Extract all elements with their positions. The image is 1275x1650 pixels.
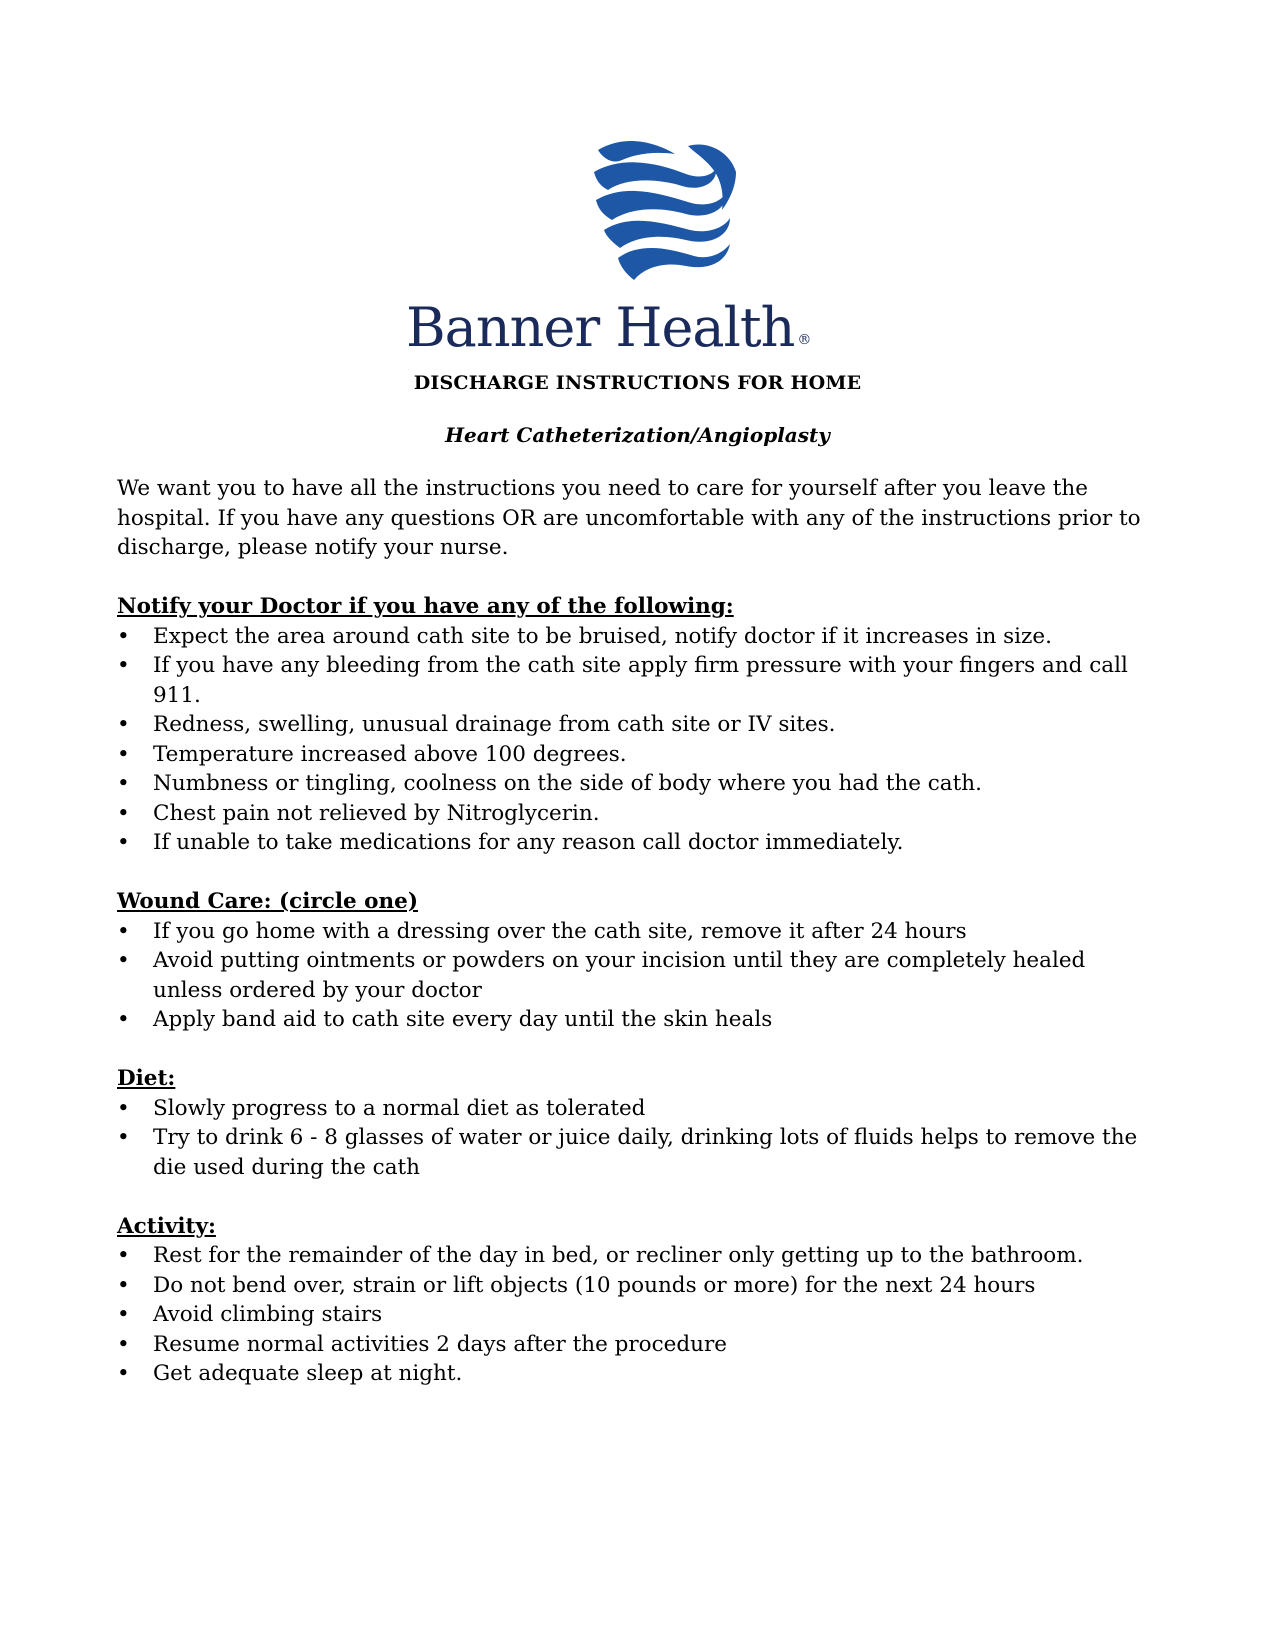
section-diet bbox=[117, 1064, 1147, 1182]
bullet-icon: • bbox=[117, 653, 130, 678]
section-activity bbox=[117, 1212, 1147, 1389]
list-item bbox=[117, 917, 1147, 947]
bullet-icon: • bbox=[117, 1272, 130, 1298]
list-item bbox=[117, 1123, 1147, 1182]
list-item-text: Avoid climbing stairs bbox=[153, 1302, 383, 1327]
bullet-icon: • bbox=[117, 830, 130, 855]
bullet-icon: • bbox=[117, 1243, 130, 1268]
list-item-text: Slowly progress to a normal diet as tolerated bbox=[153, 1095, 646, 1121]
list-item-text: If unable to take medications for any reason call doctor immediately. bbox=[153, 830, 904, 855]
section-heading: Notify your Doctor if you have any of the following: bbox=[117, 594, 734, 619]
list-item-text: Temperature increased above 100 degrees. bbox=[153, 741, 627, 767]
list-item bbox=[117, 1005, 1147, 1035]
list-item-text: Numbness or tingling, coolness on the side of body where you had the cath. bbox=[153, 771, 982, 796]
list-item-text: Try to drink 6 - 8 glasses of water or juice daily, drinking lots of fluids helps to remove the die used during the cath bbox=[153, 1125, 1138, 1180]
list-item-text: Resume normal activities 2 days after the procedure bbox=[153, 1331, 727, 1357]
section-heading: Wound Care: (circle one) bbox=[117, 889, 418, 914]
bullet-list bbox=[117, 622, 1147, 858]
list-item-text: Expect the area around cath site to be bruised, notify doctor if it increases in size. bbox=[153, 623, 1052, 649]
list-item-text: Avoid putting ointments or powders on your incision until they are completely healed unless ordered by your doctor bbox=[153, 948, 1086, 1003]
section-wound-care bbox=[117, 887, 1147, 1035]
list-item bbox=[117, 1330, 1147, 1360]
bullet-icon: • bbox=[117, 1302, 130, 1327]
list-item bbox=[117, 740, 1147, 770]
bullet-icon: • bbox=[117, 1361, 130, 1386]
list-item bbox=[117, 769, 1147, 799]
section-notify-doctor bbox=[117, 592, 1147, 858]
list-item bbox=[117, 1271, 1147, 1301]
list-item bbox=[117, 1300, 1147, 1330]
registered-mark: ® bbox=[797, 332, 811, 348]
document-subtitle: Heart Catheterization/Angioplasty bbox=[445, 423, 830, 447]
bullet-icon: • bbox=[117, 623, 130, 649]
intro-paragraph: We want you to have all the instructions you need to care for yourself after you leave the hospital. If you have any questions OR are uncomfortable with any of the instructions prior to discharge, please notify your nurse. bbox=[117, 476, 1141, 560]
banner-health-logo-icon bbox=[590, 138, 740, 293]
list-item bbox=[117, 651, 1147, 710]
list-item bbox=[117, 1359, 1147, 1389]
bullet-icon: • bbox=[117, 1095, 130, 1121]
list-item bbox=[117, 1241, 1147, 1271]
bullet-list bbox=[117, 1241, 1147, 1389]
bullet-icon: • bbox=[117, 1331, 130, 1357]
list-item-text: Do not bend over, strain or lift objects (10 pounds or more) for the next 24 hours bbox=[153, 1272, 1036, 1298]
list-item-text: Chest pain not relieved by Nitroglycerin. bbox=[153, 800, 600, 826]
list-item bbox=[117, 946, 1147, 1005]
banner-health-wordmark bbox=[406, 293, 826, 363]
wordmark-text: Banner Health bbox=[406, 296, 795, 359]
bullet-icon: • bbox=[117, 918, 130, 944]
bullet-icon: • bbox=[117, 1007, 130, 1032]
list-item-text: Get adequate sleep at night. bbox=[153, 1361, 463, 1386]
bullet-icon: • bbox=[117, 1125, 130, 1150]
list-item bbox=[117, 710, 1147, 740]
bullet-icon: • bbox=[117, 712, 130, 737]
list-item bbox=[117, 622, 1147, 652]
bullet-icon: • bbox=[117, 771, 130, 796]
list-item-text: Rest for the remainder of the day in bed, or recliner only getting up to the bathroom. bbox=[153, 1243, 1084, 1268]
document-title: DISCHARGE INSTRUCTIONS FOR HOME bbox=[413, 372, 862, 394]
list-item bbox=[117, 828, 1147, 858]
list-item-text: If you have any bleeding from the cath site apply firm pressure with your fingers and call 911. bbox=[153, 653, 1128, 708]
section-heading: Activity: bbox=[117, 1213, 216, 1239]
list-item-text: If you go home with a dressing over the cath site, remove it after 24 hours bbox=[153, 918, 967, 944]
list-item bbox=[117, 1094, 1147, 1124]
bullet-list bbox=[117, 917, 1147, 1035]
list-item-text: Apply band aid to cath site every day until the skin heals bbox=[153, 1007, 773, 1032]
document-body bbox=[117, 474, 1147, 1418]
section-heading: Diet: bbox=[117, 1066, 176, 1091]
bullet-icon: • bbox=[117, 948, 130, 973]
list-item bbox=[117, 799, 1147, 829]
bullet-list bbox=[117, 1094, 1147, 1183]
bullet-icon: • bbox=[117, 800, 130, 826]
list-item-text: Redness, swelling, unusual drainage from cath site or IV sites. bbox=[153, 712, 836, 737]
bullet-icon: • bbox=[117, 741, 130, 767]
